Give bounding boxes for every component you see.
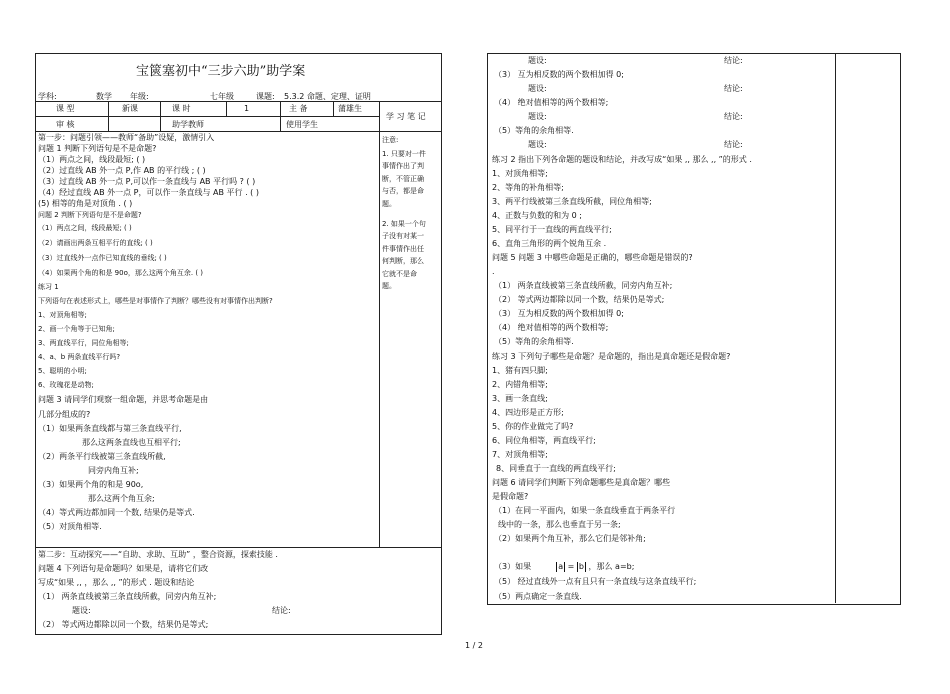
note-1: 1. 只要对一件事情作出了判断，不管正确与否，都是命题。 [382, 150, 426, 208]
ex1-item-5: 5、聪明的小明; [38, 367, 87, 375]
ex3-item-2: 2、内错角相等; [492, 380, 548, 389]
ex2-item-6: 6、直角三角形的两个锐角互余 . [492, 239, 607, 248]
q4-item-5: （5）等角的余角相等. [494, 126, 574, 135]
q4-item-2-conclusion: 结论: [724, 56, 743, 65]
q4-item-5-conclusion: 结论: [724, 140, 743, 149]
ex3-item-8: 8、同垂直于一直线的两直线平行; [496, 464, 616, 473]
q2-item-4: （4）如果两个角的和是 90o，那么这两个角互余. ( ) [38, 269, 204, 277]
ex2-item-2: 2、等角的补角相等; [492, 183, 564, 192]
lead-label: 主 备 [289, 104, 308, 113]
q2-title: 问题 2 判断下列语句是不是命题? [38, 211, 142, 219]
q4-item-4-conclusion: 结论: [724, 112, 743, 121]
ex2-item-1: 1、对顶角相等; [492, 169, 548, 178]
q4-item-4: （4） 绝对值相等的两个数相等; [494, 98, 609, 107]
q2-item-1: （1）两点之间，线段最短; ( ) [38, 224, 132, 232]
q4-item-1: （1） 两条直线被第三条直线所截，同旁内角互补; [38, 592, 217, 601]
topic-value: 5.3.2 命题、定理、证明 [284, 92, 371, 101]
q5-item-4: （4） 绝对值相等的两个数相等; [494, 323, 609, 332]
abs-equals: = [567, 562, 575, 571]
notes-header: 学 习 笔 记 [386, 112, 426, 121]
course-type-label: 课 型 [56, 104, 75, 113]
page-number: 1 / 2 [465, 641, 483, 650]
q3-item-1a: （1）如果两条直线都与第三条直线平行, [38, 424, 182, 433]
ex3-item-6: 6、同位角相等，两直线平行; [492, 436, 596, 445]
q5-item-2: （2） 等式两边都除以同一个数，结果仍是等式; [494, 295, 665, 304]
note-2: 2. 如果一个句子没有对某一件事情作出任何判断，那么它就不是命题。 [382, 220, 426, 291]
q6-item-3-suffix: ，那么 a=b; [588, 562, 635, 571]
lead-value: 蒲雄生 [338, 104, 362, 113]
course-type-value: 新课 [122, 104, 138, 113]
q1-item-2: （2）过直线 AB 外一点 P,作 AB 的平行线 ; ( ) [38, 166, 206, 175]
ex3-item-5: 5、你的作业做完了吗? [492, 422, 574, 431]
ex1-item-1: 1、对顶角相等; [38, 311, 87, 319]
ex2-title: 练习 2 指出下列各命题的题设和结论，并改写成“如果 ,, 那么 ,, ”的形式 . [492, 155, 752, 164]
q4-item-3: （3） 互为相反数的两个数相加得 0; [494, 70, 624, 79]
ex3-item-7: 7、对顶角相等; [492, 450, 548, 459]
q3-item-5: （5）对顶角相等. [38, 522, 102, 531]
q5-dot: . [492, 267, 495, 276]
period-label: 课 时 [172, 104, 191, 113]
q4-item-1-conclusion: 结论: [272, 606, 291, 615]
ex2-item-3: 3、两平行线被第三条直线所截，同位角相等; [492, 197, 652, 206]
q4-item-1-premise: 题设: [72, 606, 91, 615]
ex1-prompt: 下列语句在表述形式上，哪些是对事情作了判断？哪些没有对事情作出判断? [38, 297, 273, 305]
q5-item-3: （3） 互为相反数的两个数相加得 0; [494, 309, 624, 318]
abs-a: a [558, 562, 564, 571]
q5-item-1: （1） 两条直线被第三条直线所截，同旁内角互补; [494, 281, 673, 290]
q4-item-3-premise: 题设: [528, 84, 547, 93]
ex1-title: 练习 1 [38, 283, 59, 291]
ex1-item-6: 6、玫瑰花是动物; [38, 381, 94, 389]
step2-heading: 第二步：互动探究——“自助、求助、互助” ，整合资源，探索技能 . [38, 550, 278, 559]
q3-item-3b: 那么这两个角互余; [88, 494, 155, 503]
q4-item-2: （2） 等式两边都除以同一个数，结果仍是等式; [38, 620, 209, 629]
assist-label: 助学教师 [172, 120, 204, 129]
q4-title: 问题 4 下列语句是命题吗？如果是，请将它们改 [38, 564, 209, 573]
q6-item-5: （5）两点确定一条直线. [494, 592, 582, 601]
q5-item-5: （5）等角的余角相等. [494, 337, 574, 346]
q1-title: 问题 1 判断下列语句是不是命题? [38, 144, 157, 153]
subject-label: 学科: [38, 92, 57, 101]
q2-item-2: （2）请画出两条互相平行的直线; ( ) [38, 239, 153, 247]
step1-heading: 第一步：问题引领——教师“备助”设疑，激情引入 [38, 133, 215, 142]
ex3-item-4: 4、四边形是正方形; [492, 408, 564, 417]
abs-b: b [578, 562, 584, 571]
q2-item-3: （3）过直线外一点作已知直线的垂线; ( ) [38, 254, 167, 262]
q3-title-cont: 几部分组成的? [38, 410, 91, 419]
students-label: 使用学生 [286, 120, 318, 129]
ex3-title: 练习 3 下列句子哪些是命题？是命题的，指出是真命题还是假命题? [492, 352, 731, 361]
ex1-item-3: 3、两直线平行，同位角相等; [38, 339, 129, 347]
review-label: 审 核 [56, 120, 75, 129]
q3-title: 问题 3 请同学们观察一组命题，并思考命题是由 [38, 395, 209, 404]
q6-title: 问题 6 请同学们判断下列命题哪些是真命题？哪些 [492, 478, 671, 487]
ex2-item-5: 5、同平行于一直线的两直线平行; [492, 225, 612, 234]
period-value: 1 [244, 104, 250, 113]
q6-item-1a: （1）在同一平面内，如果一条直线垂直于两条平行 [494, 506, 676, 515]
q1-item-4: （4）经过直线 AB 外一点 P，可以作一条直线与 AB 平行 . ( ) [38, 188, 259, 197]
q3-item-2a: （2）两条平行线被第三条直线所截, [38, 452, 166, 461]
page-title: 宝篋塞初中“三步六助”助学案 [136, 64, 306, 79]
q4-item-4-premise: 题设: [528, 112, 547, 121]
q4-item-5-premise: 题设: [528, 140, 547, 149]
q4-title-cont: 写成“如果 ,, ，那么 ,, ”的形式 . 题设和结论 [38, 578, 195, 587]
q6-item-3 [494, 562, 634, 572]
q6-item-2: （2）如果两个角互补，那么它们是邻补角; [494, 534, 646, 543]
q3-item-2b: 同旁内角互补; [88, 466, 139, 475]
q1-item-5: (5) 相等的角是对顶角 . ( ) [38, 199, 133, 208]
q3-item-4: （4）等式两边都加同一个数, 结果仍是等式. [38, 508, 195, 517]
q3-item-1b: 那么这两条直线也互相平行; [82, 438, 181, 447]
q6-item-4: （5） 经过直线外一点有且只有一条直线与这条直线平行; [494, 577, 697, 586]
grade-label: 年级: [130, 92, 149, 101]
ex3-item-1: 1、猪有四只脚; [492, 366, 548, 375]
note-title: 注意: [382, 136, 399, 144]
q1-item-1: （1）两点之间，线段最短; ( ) [38, 155, 146, 164]
ex3-item-3: 3、画一条直线; [492, 394, 548, 403]
q4-item-2-premise: 题设: [528, 56, 547, 65]
topic-label: 课题: [256, 92, 275, 101]
q6-item-3-prefix: （3）如果 [494, 562, 532, 571]
ex1-item-2: 2、画一个角等于已知角; [38, 325, 115, 333]
grade-value: 七年级 [210, 92, 234, 101]
q4-item-3-conclusion: 结论: [724, 84, 743, 93]
q6-item-1b: 线中的一条，那么也垂直于另一条; [498, 520, 621, 529]
q1-item-3: （3）过直线 AB 外一点 P,可以作一条直线与 AB 平行吗 ? ( ) [38, 177, 256, 186]
subject-value: 数学 [96, 92, 112, 101]
q3-item-3a: （3）如果两个角的和是 90o, [38, 480, 144, 489]
ex2-item-4: 4、正数与负数的和为 0 ; [492, 211, 582, 220]
ex1-item-4: 4、a、b 两条直线平行吗? [38, 353, 121, 361]
q5-title: 问题 5 问题 3 中哪些命题是正确的，哪些命题是错误的? [492, 253, 693, 262]
q6-title-cont: 是假命题? [492, 492, 529, 501]
